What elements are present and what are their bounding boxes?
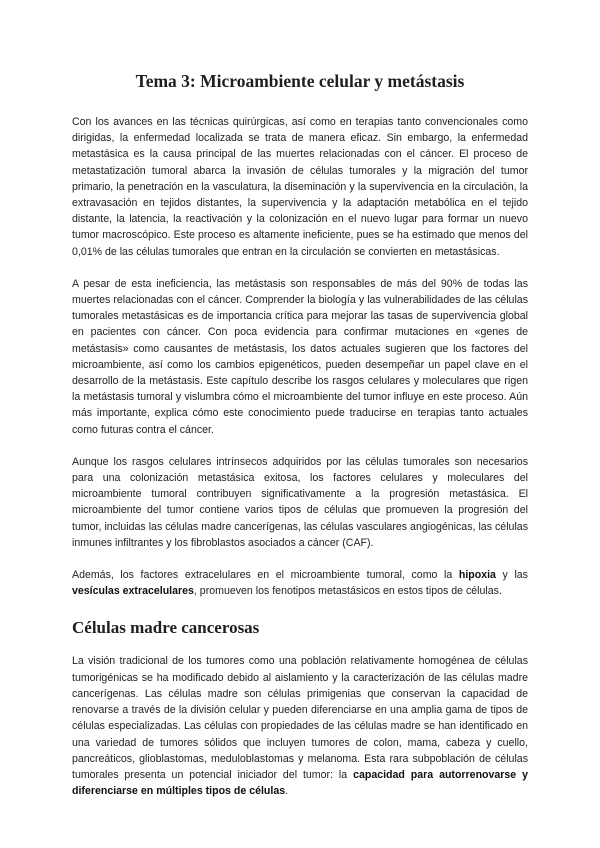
page-title: Tema 3: Microambiente celular y metástasis bbox=[135, 71, 465, 91]
paragraph-2: A pesar de esta ineficiencia, las metástasis son responsables de más del 90% de todas las muertes relacionadas con el cáncer. Comprender la biología y las vulnerabilidades de las células tumorales metastásicas es de importancia crítica para mejorar las tasas de supervivencia global en pacientes con cáncer. Con poca evidencia para confirmar mutaciones en «genes de metástasis» como causantes de metástasis, los datos actuales sugieren que los factores del microambiente, así como los cambios epigenéticos, pueden desempeñar un papel clave en el desarrollo de la metástasis. Este capítulo describe los rasgos celulares y moleculares que rigen la metástasis tumoral y vislumbra cómo el microambiente del tumor influye en este proceso. Aún más importante, explica cómo este conocimiento puede traducirse en terapias tanto actuales como futuras contra el cáncer. bbox=[72, 277, 528, 436]
paragraph-4-text-d: , promueven los fenotipos metastásicos en estos tipos de células. bbox=[193, 585, 502, 598]
paragraph-3: Aunque los rasgos celulares intrínsecos adquiridos por las células tumorales son necesarios para una colonización metastásica exitosa, los factores celulares y moleculares del microambiente tumoral contribuyen significativamente a la progresión metastásica. El microambiente del tumor contiene varios tipos de células que promueven la progresión del tumor, incluidas las células madre cancerígenas, las células vasculares angiogénicas, las células inmunes infiltrantes y los fibroblastos asociados a cáncer (CAF). bbox=[72, 455, 528, 549]
paragraph-5-text-c: . bbox=[285, 785, 289, 798]
bold-phrase-autorrenovarse: capacidad para autorrenovarse y diferenciarse en múltiples tipos de células bbox=[72, 768, 529, 798]
paragraph-5-text-a: La visión tradicional de los tumores como una población relativamente homogénea de células tumorigénicas se ha modificado debido al aislamiento y la caracterización de las células madre cancerígenas. Las células madre son células primigenias que conservan la capacidad de renovarse a través de la división celular y pueden diferenciarse en una amplia gama de tipos de células especializadas. Las células con propiedades de las células madre se han identificado en una variedad de tumores sólidos que incluyen tumores de colon, mama, cabeza y cuello, pancreáticos, glioblastomas, meduloblastomas y melanoma. Esta rara subpoblación de células tumorales presenta un potencial iniciador del tumor: la bbox=[72, 655, 528, 781]
paragraph-5 bbox=[72, 653, 528, 799]
section-heading: Células madre cancerosas bbox=[72, 618, 260, 638]
paragraph-4 bbox=[72, 567, 528, 599]
bold-term-vesiculas: vesículas extracelulares bbox=[72, 585, 194, 598]
paragraph-4-text-c: y las bbox=[495, 569, 528, 582]
bold-term-hipoxia: hipoxia bbox=[458, 569, 496, 582]
paragraph-4-text-a: Además, los factores extracelulares en el microambiente tumoral, como la bbox=[72, 569, 459, 582]
paragraph-1: Con los avances en las técnicas quirúrgicas, así como en terapias tanto convencionales como dirigidas, la enfermedad localizada se trata de manera eficaz. Sin embargo, la enfermedad metastásica es la causa principal de las muertes relacionadas con el cáncer. El proceso de metastatización tumoral abarca la invasión de células tumorales y la migración del tumor primario, la penetración en la vasculatura, la diseminación y la supervivencia en la circulación, la extravasación en tejidos distantes, la supervivencia y la adaptación metabólica en el tejido distante, la latencia, la reactivación y la colonización en el nuevo lugar para formar un nuevo tumor macroscópico. Este proceso es altamente ineficiente, pues se ha estimado que menos del 0,01% de las células tumorales que entran en la circulación se convierten en metastásicas. bbox=[72, 116, 528, 258]
